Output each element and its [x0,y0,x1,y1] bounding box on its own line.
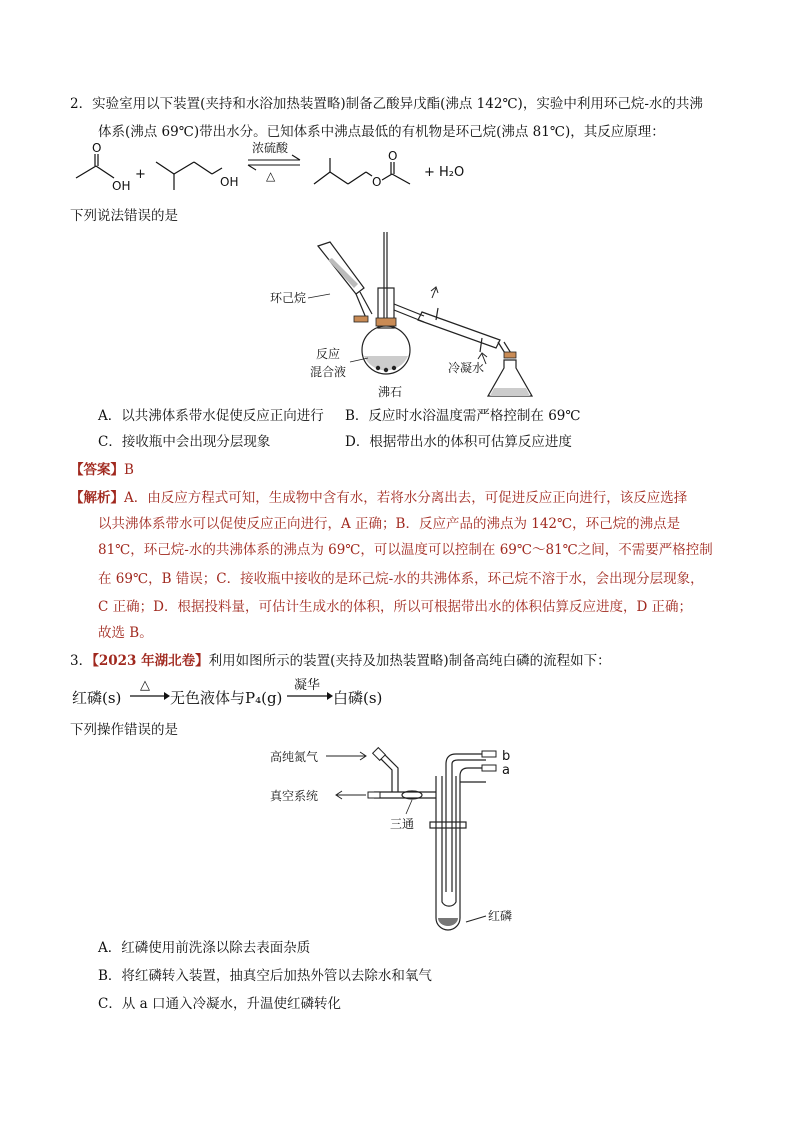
label-nitrogen: 高纯氮气 [270,750,319,764]
q2-apparatus-diagram [260,228,540,403]
acetic-acid-structure [76,154,114,178]
isoamyl-alcohol-structure [156,162,222,190]
q3-option-a: A．红磷使用前洗涤以除去表面杂质 [98,940,311,956]
analysis-line2: 以共沸体系带水可以促使反应正向进行，A 正确；B．反应产品的沸点为 142℃，环己烷的沸点是 [98,516,681,532]
label-three-way: 三通 [390,817,415,831]
label-mixture-2: 混合液 [310,365,347,379]
q3-source: 【2023 年湖北卷】 [92,653,209,669]
q2-option-c: C．接收瓶中会出现分层现象 [98,434,271,450]
q3-ask: 下列操作错误的是 [70,722,178,738]
q2-reaction-scheme [0,140,794,200]
analysis-line4: 在 69℃，B 错误；C．接收瓶中接收的是环己烷-水的共沸体系，环己烷不溶于水，会出现分层现象， [98,571,704,587]
plus-text: + [135,167,146,182]
analysis-line6: 故选 B。 [98,625,153,641]
label-port-b: b [502,749,511,764]
ester-o-text: O [372,175,382,189]
label-boiling-stone: 沸石 [378,385,403,399]
label-cooling-water: 冷凝水 [448,361,485,375]
flow-step1-condition: △ [140,678,150,693]
analysis-line5: C 正确；D．根据投料量，可估计生成水的体积，所以可根据带出水的体积估算反应进度，D 正确； [98,599,693,615]
label-port-a: a [502,763,510,778]
q3-option-b: B．将红磷转入装置，抽真空后加热外管以去除水和氧气 [98,968,432,984]
acetic-o-text: O [92,141,102,155]
alcohol-oh-text: OH [220,175,239,189]
flow-arrow-2 [287,690,333,702]
flow-start: 红磷(s) [72,689,122,707]
inner-tube [442,776,456,906]
q2-option-a: A．以共沸体系带水促使反应正向进行 [98,408,324,424]
q2-stem-line1: 2．实验室用以下装置(夹持和水浴加热装置略)制备乙酸异戊酯(沸点 142℃)，实验中利用环己烷-水的共沸 [70,96,703,112]
label-vacuum: 真空系统 [270,789,319,803]
water-product-text: + H₂O [424,165,465,180]
q3-option-c: C．从 a 口通入冷凝水，升温使红磷转化 [98,996,341,1012]
carbonyl-o-text: O [388,149,398,163]
q3-number: 3． [70,653,93,669]
q2-ask: 下列说法错误的是 [70,208,178,224]
equilibrium-arrow [248,155,300,170]
condenser [418,312,500,348]
q2-option-d: D．根据带出水的体积可估算反应进度 [345,434,572,450]
analysis-label: 【解析】 [70,490,124,506]
q3-apparatus-diagram [270,742,530,934]
q2-option-b: B．反应时水浴温度需严格控制在 69℃ [345,408,581,424]
analysis-line3: 81℃，环己烷-水的共沸体系的沸点为 69℃，可以温度可以控制在 69℃～81℃之间，不需要严格控制 [98,542,713,558]
acetic-oh-text: OH [112,179,131,193]
answer-value: B [124,462,134,478]
q2-stem-line2: 体系(沸点 69℃)带出水分。已知体系中沸点最低的有机物是环己烷(沸点 81℃)，其反应原理： [98,124,665,140]
label-mixture-1: 反应 [316,347,341,361]
analysis-line1: 【解析】A．由反应方程式可知，生成物中含有水，若将水分离出去，可促进反应正向进行，该反应选择 [70,490,688,506]
flow-step2-condition: 凝华 [294,678,321,693]
catalyst-text: 浓硫酸 [252,141,289,155]
heat-text: △ [266,169,276,183]
flow-arrow-1 [130,690,170,702]
q3-stem: 利用如图所示的装置(夹持及加热装置略)制备高纯白磷的流程如下： [208,653,611,669]
answer-label: 【答案】 [70,462,124,478]
red-phosphorus-sample [438,918,458,926]
flow-middle: 无色液体与P₄(g) [170,689,283,707]
label-cyclohexane: 环己烷 [270,291,307,305]
label-red-phosphorus: 红磷 [488,909,513,923]
flow-end: 白磷(s) [333,689,383,707]
